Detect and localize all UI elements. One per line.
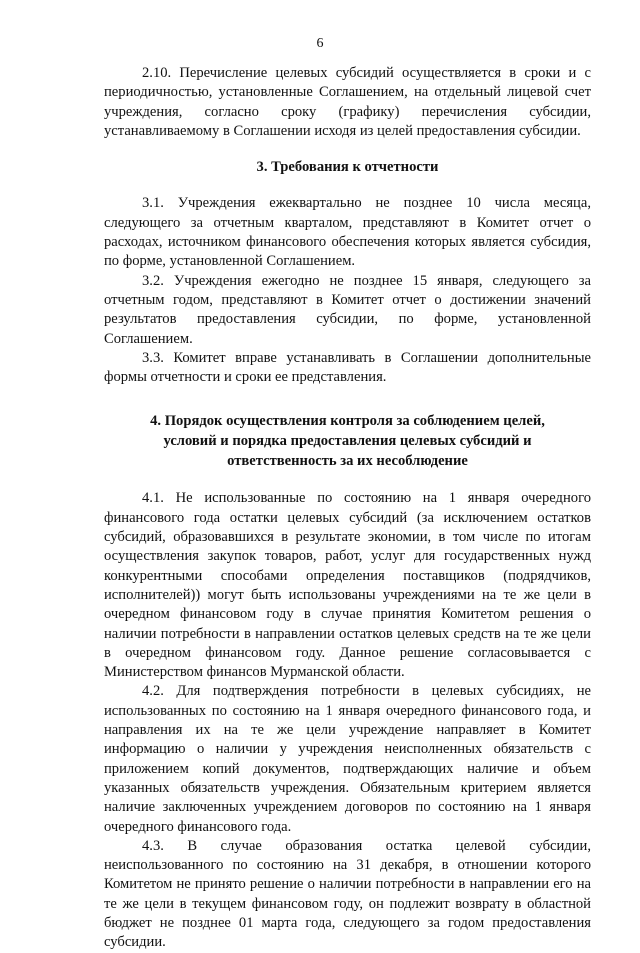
- document-body: [104, 64, 591, 953]
- paragraph-3-3: 3.3. Комитет вправе устанавливать в Соглашении дополнительные формы отчетности и сроки ее представления.: [104, 349, 591, 386]
- section-3-heading: 3. Требования к отчетности: [256, 159, 439, 176]
- paragraph-3-2: 3.2. Учреждения ежегодно не позднее 15 января, следующего за отчетным годом, представляют в Комитет отчет о достижении значений результатов предоставления субсидии, по форме, установленной Соглашением.: [104, 272, 591, 347]
- paragraph-4-1: 4.1. Не использованные по состоянию на 1 января очередного финансового года остатки целевых субсидий (за исключением остатков субсидий, образовавшихся в результате экономии, в том числе по итогам осуществления закупок товаров, работ, услуг для государственных нужд конкурентными способами определения поставщиков (подрядчиков, исполнителей)) могут быть использованы учреждениями на те же цели в очередном финансовом году в случае принятия Комитетом решения о наличии потребности в направлении остатков целевых средств на те же цели в очередном финансовом году. Данное решение согласовывается с Министерством финансов Мурманской области.: [104, 490, 591, 681]
- paragraph-3-1: 3.1. Учреждения ежеквартально не позднее 10 числа месяца, следующего за отчетным кварталом, представляют в Комитет отчет о расходах, источником финансового обеспечения которых является субсидия, по форме, установленной Соглашением.: [104, 195, 591, 270]
- section-4-heading-line-2: условий и порядка предоставления целевых субсидий и: [163, 433, 532, 450]
- section-4-heading-line-1: 4. Порядок осуществления контроля за соблюдением целей,: [150, 413, 545, 430]
- section-4-heading: [104, 411, 591, 471]
- paragraph-4-2: 4.2. Для подтверждения потребности в целевых субсидиях, не использованных по состоянию на 1 января очередного финансового года, и направления их на те же цели учреждение направляет в Комитет информацию о наличии у учреждения неисполненных обязательств с приложением копий документов, подтверждающих наличие и объем указанных обязательств учреждения. Обязательным критерием является наличие заключенных учреждением договоров по состоянию на 1 января очередного финансового года.: [104, 683, 591, 835]
- section-4-heading-line-3: ответственность за их несоблюдение: [227, 453, 468, 470]
- paragraph-4-3: 4.3. В случае образования остатка целевой субсидии, неиспользованного по состоянию на 31 декабря, в отношении которого Комитетом не принято решение о наличии потребности в направлении его на те же цели в текущем финансовом году, он подлежит возврату в областной бюджет не позднее 01 марта года, следующего за годом предоставления субсидии.: [104, 837, 591, 951]
- paragraph-2-10: 2.10. Перечисление целевых субсидий осуществляется в сроки и с периодичностью, установленные Соглашением, на отдельный лицевой счет учреждения, согласно сроку (графику) перечисления субсидии, устанавливаемому в Соглашении исходя из целей предоставления субсидии.: [104, 65, 591, 139]
- page-number: 6: [316, 36, 324, 51]
